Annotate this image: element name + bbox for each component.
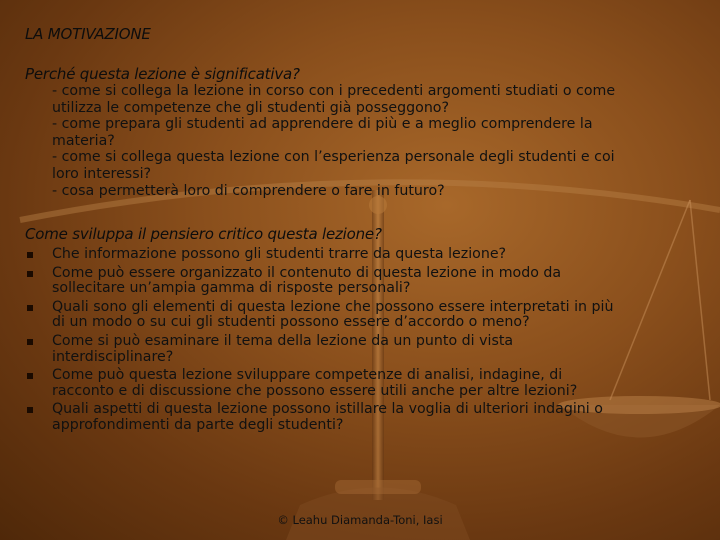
section1-line: - come si collega questa lezione con l’esperienza personale degli studenti e coi [52,149,615,166]
bullet-text: Come si può esaminare il tema della lezione da un punto di vista [52,332,514,349]
list-item [26,300,706,331]
bullet-text: di un modo o su cui gli studenti possono essere d’accordo o meno? [52,314,530,331]
section1-line: - come prepara gli studenti ad apprendere di più e a meglio comprendere la [52,116,593,133]
bullet-text: sollecitare un’ampia gamma di risposte personali? [52,280,411,297]
section1-line: - come si collega la lezione in corso con i precedenti argomenti studiati o come [52,83,616,99]
bullet-text: Quali aspetti di questa lezione possono istillare la voglia di ulteriori indagini o [52,401,603,418]
bullet-text: racconto e di discussione che possono essere utili anche per altre lezioni? [52,382,578,399]
slide-title: LA MOTIVAZIONE [25,25,151,43]
bullet-text: interdisciplinare? [52,348,174,365]
bullet-square-icon [27,252,33,258]
bullet-text: Come può essere organizzato il contenuto di questa lezione in modo da [52,264,562,281]
bullet-square-icon [27,271,33,277]
section1-line: utilizza le competenze che gli studenti già posseggono? [52,99,450,116]
list-item [26,334,706,365]
list-item [26,247,706,263]
section1-line: materia? [52,132,115,149]
section1-line: - cosa permetterà loro di comprendere o fare in futuro? [52,182,445,199]
section1-heading: Perché questa lezione è significativa? [25,65,300,83]
copyright-footer: © Leahu Diamanda-Toni, Iasi [277,513,443,527]
bullet-text: Come può questa lezione sviluppare competenze di analisi, indagine, di [52,367,563,384]
bullet-text: Che informazione possono gli studenti trarre da questa lezione? [52,246,507,262]
bullet-square-icon [27,407,33,413]
list-item [26,266,706,297]
bullet-text: approfondimenti da parte degli studenti? [52,416,344,433]
section1-lines [52,83,712,199]
section2-bullet-list [26,247,706,437]
bullet-square-icon [27,305,33,311]
bullet-text: Quali sono gli elementi di questa lezione che possono essere interpretati in più [52,298,614,315]
section1-line: loro interessi? [52,165,152,182]
bullet-square-icon [27,373,33,379]
list-item [26,402,706,433]
list-item [26,368,706,399]
section2-heading: Come sviluppa il pensiero critico questa lezione? [25,225,382,243]
bullet-square-icon [27,339,33,345]
